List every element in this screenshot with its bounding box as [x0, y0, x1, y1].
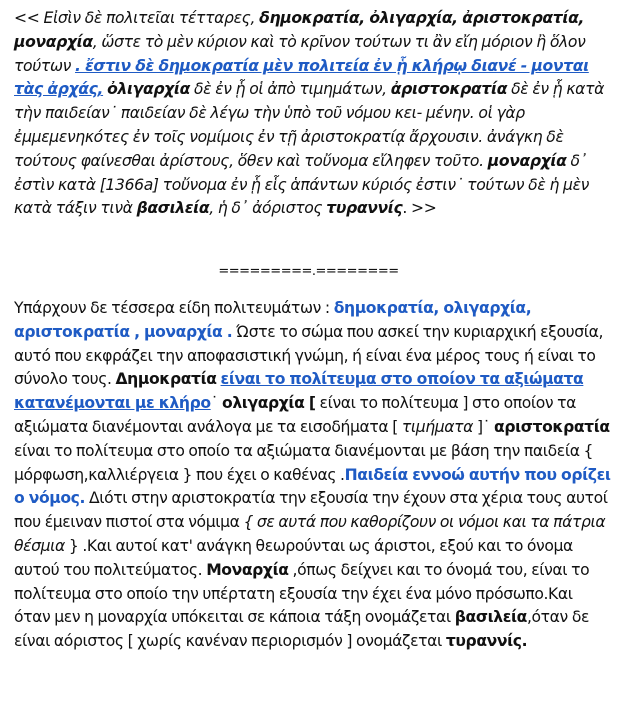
translation-text: είναι το πολίτευμα ] στο οποίον τα αξιώματα διανέμονται ανάλογα με τα εισοδήματα [ [14, 394, 577, 436]
aristocracy-bold: αριστοκρατία [494, 417, 610, 436]
quote-text: , ἡ δ᾽ ἀόριστος [209, 199, 327, 218]
translation-text: ˙ [210, 394, 223, 413]
quote-text: δὲ ἐν ᾗ οἱ ἀπὸ τιμημάτων, [189, 80, 391, 99]
timimata-italic: τιμήματα [401, 417, 474, 436]
modern-greek-translation [14, 297, 612, 654]
translation-text: είναι το πολίτευμα στο οποίο τα αξιώματα διανέμονται με βάση την παιδεία { μόρφωση,καλλιέργεια } που έχει ο καθένας . [14, 441, 594, 484]
monarchy-bold: μοναρχία [487, 151, 567, 170]
laws-note-italic: { σε αυτά που καθορίζουν οι νόμοι και τα πάτρια θέσμια [14, 513, 606, 555]
translation-text: ,όταν δε είναι αόριστος [ χωρίς κανέναν περιορισμόν ] ονομάζεται [14, 608, 589, 651]
democracy-bold: Δημοκρατία [115, 370, 217, 389]
kingship-bold: βασιλεία [454, 608, 527, 627]
translation-text: ]˙ [473, 417, 495, 436]
kingship-bold: βασιλεία [136, 199, 210, 218]
monarchy-bold: Μοναρχία [206, 560, 289, 579]
translation-text: Υπάρχουν δε τέσσερα είδη πολιτευμάτων : [14, 299, 334, 317]
quote-text: , ὥστε τὸ μὲν κύριον καὶ τὸ κρῖνον τούτων τι ἂν εἴη μόριον ἢ ὅλον τούτων [14, 32, 586, 75]
education-definition-highlight: Παιδεία εννοώ αυτήν που ορίζει ο νόμος. [14, 465, 611, 508]
translation-text: } .Και αυτοί κατ' ανάγκη θεωρούνται ως άριστοι, εξού και το όνομα αυτού του πολιτεύματος. [14, 536, 573, 579]
translation-text: Διότι στην αριστοκρατία την εξουσία την έχουν στα χέρια τους αυτοί που έμειναν πιστοί στα νόμιμα [14, 489, 608, 532]
constitution-types-bold: δημοκρατία, ὀλιγαρχία, ἀριστοκρατία, μοναρχία [14, 9, 585, 51]
tyranny-bold: τυραννίς [326, 199, 403, 218]
democracy-definition-link[interactable]: είναι το πολίτευμα στο οποίον τα αξιώματα κατανέμονται με κλήρο [14, 370, 584, 413]
quote-close: . >> [402, 199, 437, 218]
tyranny-bold: τυραννίς. [445, 632, 528, 651]
constitution-types-highlight: δημοκρατία, ολιγαρχία, αριστοκρατία , μοναρχία . [14, 299, 532, 341]
section-separator: =========.======== [218, 264, 399, 279]
oligarchy-bold: ολιγαρχία [ [222, 394, 316, 413]
quote-text: << Εἰσὶν δὲ πολιτεῖαι τέτταρες, [14, 9, 260, 27]
aristocracy-bold: ἀριστοκρατία [390, 80, 508, 99]
democracy-definition-link[interactable]: . ἔστιν δὲ δημοκρατία μὲν πολιτεία ἐν ᾗ κλήρῳ διανέ - μονται τὰς ἀρχάς, [14, 56, 589, 99]
translation-text: ,όπως δείχνει και το όνομά του, είναι το πολίτευμα στο οποίο την υπέρτατη εξουσία την έχει ένα μόνο πρόσωπο.Και όταν μεν η μοναρχία υπόκειται σε κάποια τάξη ονομάζεται [14, 560, 590, 627]
quote-text: δὲ ἐν ᾗ κατὰ τὴν παιδείαν˙ παιδείαν δὲ λέγω τὴν ὑπὸ τοῦ νόμου κει- μένην. οἱ γὰρ ἐμμεμενηκότες ἐν τοῖς νομίμοις ἐν τῇ ἀριστοκρατίᾳ ἄρχουσιν. ἀνάγκη δὲ τούτους φαίνεσθαι ἀρίστους, ὅθεν καὶ τοὔνομα εἴληφεν τοῦτο. [14, 80, 605, 170]
ancient-greek-quote [14, 7, 612, 221]
quote-text: δ᾽ ἐστὶν κατὰ [1366a] τοὔνομα ἐν ᾗ εἷς ἁπάντων κύριός ἐστιν˙ τούτων δὲ ἡ μὲν κατὰ τάξιν τινὰ [14, 151, 590, 218]
oligarchy-bold: ὀλιγαρχία [107, 80, 190, 99]
translation-text: Ώστε το σώμα που ασκεί την κυριαρχική εξουσία, αυτό που εκφράζει την αποφασιστική γνώμη, ή είναι ένα μέρος τους ή είναι το σύνολο τους. [14, 322, 604, 389]
